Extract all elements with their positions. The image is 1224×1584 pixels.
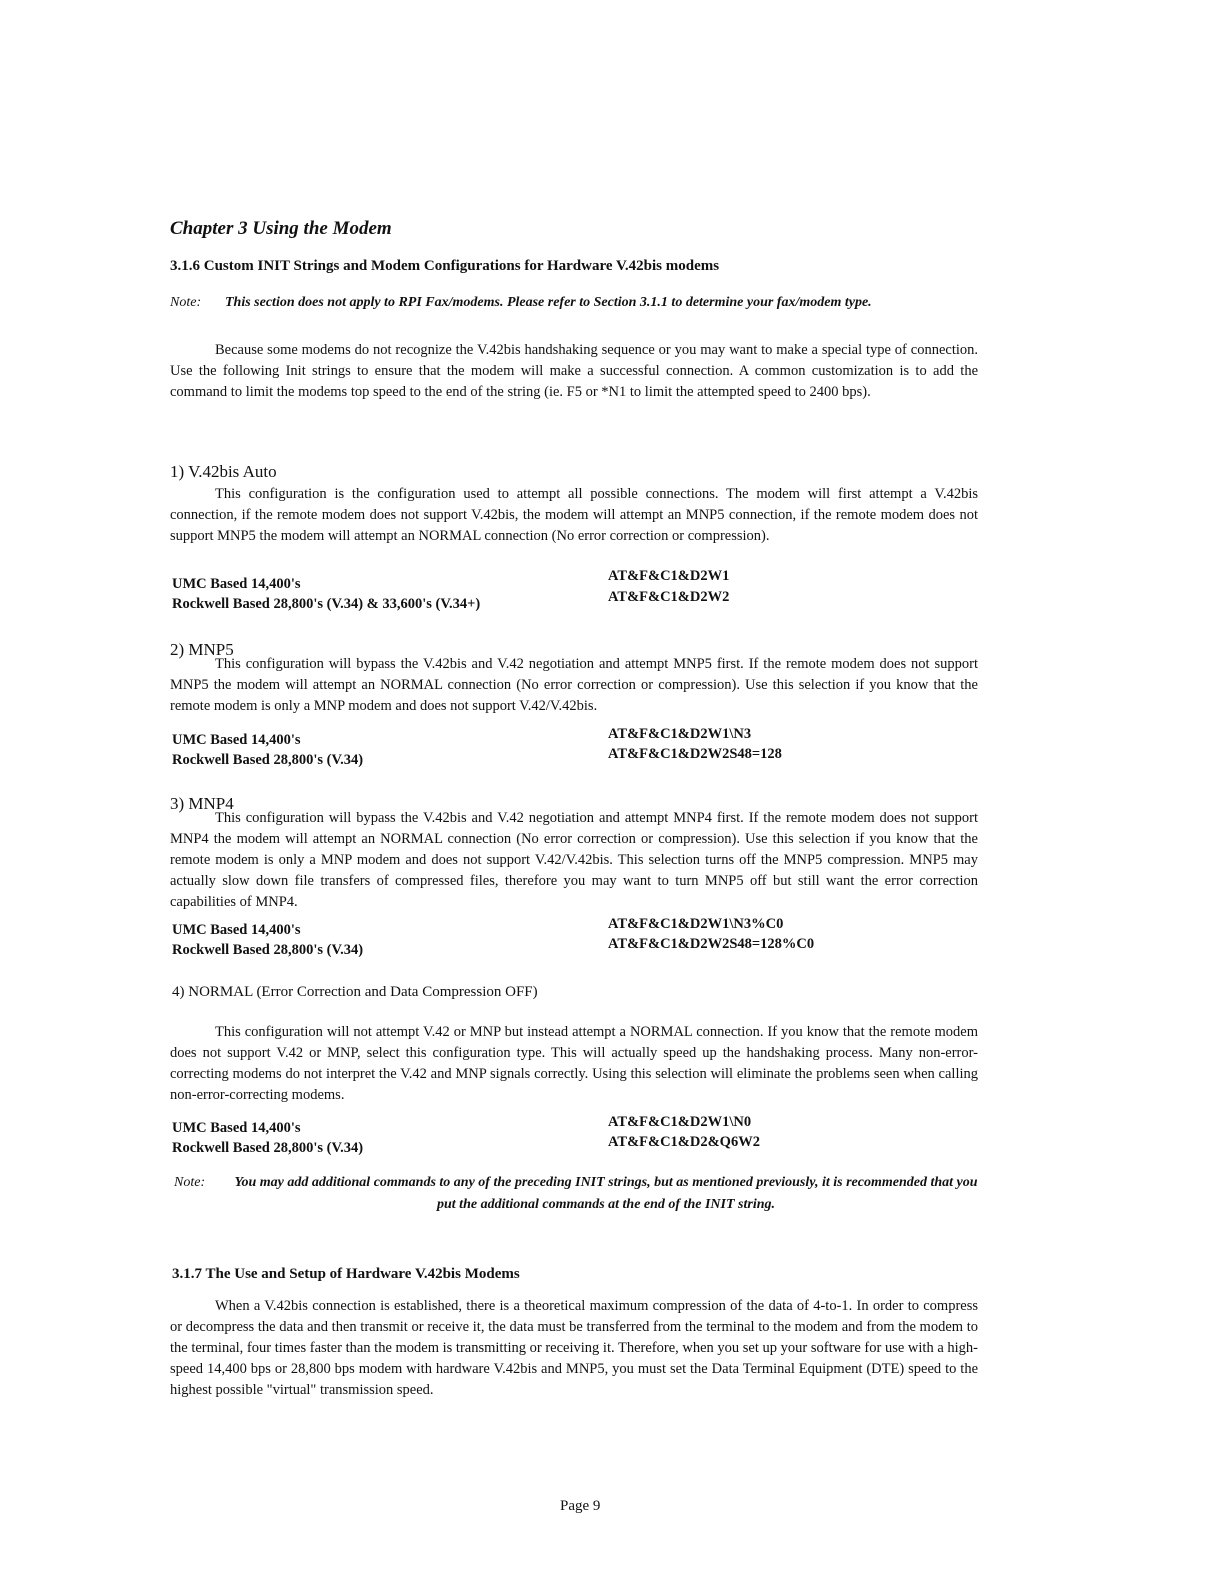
config-description: This configuration will not attempt V.42 or MNP but instead attempt a NORMAL connection. If you know that the remote modem does not support V.42 or MNP, select this configuration type. This will actually speed up the handshaking process. Many non-error-correcting modems do not interpret the V.42 and MNP signals correctly. Using this selection will eliminate the problems seen when calling non-error-correcting modems.: [170, 1024, 978, 1103]
init-string: AT&F&C1&D2W2S48=128%C0: [608, 936, 815, 952]
intro-paragraph: Because some modems do not recognize the V.42bis handshaking sequence or you may want to make a special type of connection. Use the following Init strings to ensure that the modem will make a successful connection. A common customization is to add the command to limit the modems top speed to the end of the string (ie. F5 or *N1 to limit the attempted speed to 2400 bps).: [170, 342, 978, 400]
modem-label: Rockwell Based 28,800's (V.34) & 33,600's (V.34+): [172, 596, 481, 612]
modem-label: Rockwell Based 28,800's (V.34): [172, 1140, 364, 1156]
section-heading-3-1-7: 3.1.7 The Use and Setup of Hardware V.42bis Modems: [172, 1266, 520, 1282]
section-3-1-7-paragraph: When a V.42bis connection is established, there is a theoretical maximum compression of the data of 4-to-1. In order to compress or decompress the data and then transmit or receive it, the data must be transferred from the terminal to the modem and from the modem to the terminal, four times faster than the modem is transmitting or receiving it. Therefore, when you set up your software for use with a high-speed 14,400 bps or 28,800 bps modem with hardware V.42bis and MNP5, you must set the Data Terminal Equipment (DTE) speed to the highest possible "virtual" transmission speed.: [170, 1298, 978, 1398]
note-text: This section does not apply to RPI Fax/modems. Please refer to Section 3.1.1 to determine your fax/modem type.: [225, 295, 872, 310]
modem-label: Rockwell Based 28,800's (V.34): [172, 942, 364, 958]
note-label: Note:: [170, 295, 202, 310]
modem-label: UMC Based 14,400's: [172, 922, 301, 938]
section-heading-3-1-6: 3.1.6 Custom INIT Strings and Modem Configurations for Hardware V.42bis modems: [170, 258, 720, 274]
chapter-title: Chapter 3 Using the Modem: [170, 218, 392, 239]
init-string: AT&F&C1&D2&Q6W2: [608, 1134, 760, 1150]
config-description: This configuration is the configuration used to attempt all possible connections. The modem will first attempt a V.42bis connection, if the remote modem does not support V.42bis, the modem will attempt an MNP5 connection, if the remote modem does not support MNP5 the modem will attempt an NORMAL connection (No error correction or compression).: [170, 486, 978, 544]
config-title-mnp5: 2) MNP5: [170, 640, 234, 659]
modem-label: UMC Based 14,400's: [172, 1120, 301, 1136]
init-string: AT&F&C1&D2W1\N3%C0: [608, 916, 784, 932]
init-string: AT&F&C1&D2W2S48=128: [608, 746, 782, 762]
init-string: AT&F&C1&D2W1\N3: [608, 726, 752, 742]
modem-label: UMC Based 14,400's: [172, 576, 301, 592]
page-number: Page 9: [560, 1498, 601, 1514]
init-string: AT&F&C1&D2W2: [608, 589, 730, 605]
final-note-text: You may add additional commands to any of the preceding INIT strings, but as mentioned previously, it is recommended that you put the additional commands at the end of the INIT string.: [234, 1175, 978, 1212]
config-title-normal: 4) NORMAL (Error Correction and Data Compression OFF): [172, 984, 538, 1000]
modem-label: Rockwell Based 28,800's (V.34): [172, 752, 364, 768]
init-string: AT&F&C1&D2W1: [608, 568, 730, 584]
config-description: This configuration will bypass the V.42bis and V.42 negotiation and attempt MNP4 first. If the remote modem does not support MNP4 the modem will attempt an NORMAL connection (No error correction or compression). Use this selection if you know that the remote modem is only a MNP modem and does not support V.42/V.42bis. This selection turns off the MNP5 compression. MNP5 may actually slow down file transfers of compressed files, therefore you may want to turn MNP5 off but still want the error correction capabilities of MNP4.: [170, 810, 978, 910]
init-string: AT&F&C1&D2W1\N0: [608, 1114, 752, 1130]
config-description: This configuration will bypass the V.42bis and V.42 negotiation and attempt MNP5 first. If the remote modem does not support MNP5 the modem will attempt an NORMAL connection (No error correction or compression). Use this selection if you know that the remote modem is only a MNP modem and does not support V.42/V.42bis.: [170, 656, 978, 714]
modem-label: UMC Based 14,400's: [172, 732, 301, 748]
config-title-v42bis-auto: 1) V.42bis Auto: [170, 462, 277, 481]
config-title-mnp4: 3) MNP4: [170, 794, 234, 813]
final-note-label: Note:: [174, 1175, 206, 1190]
